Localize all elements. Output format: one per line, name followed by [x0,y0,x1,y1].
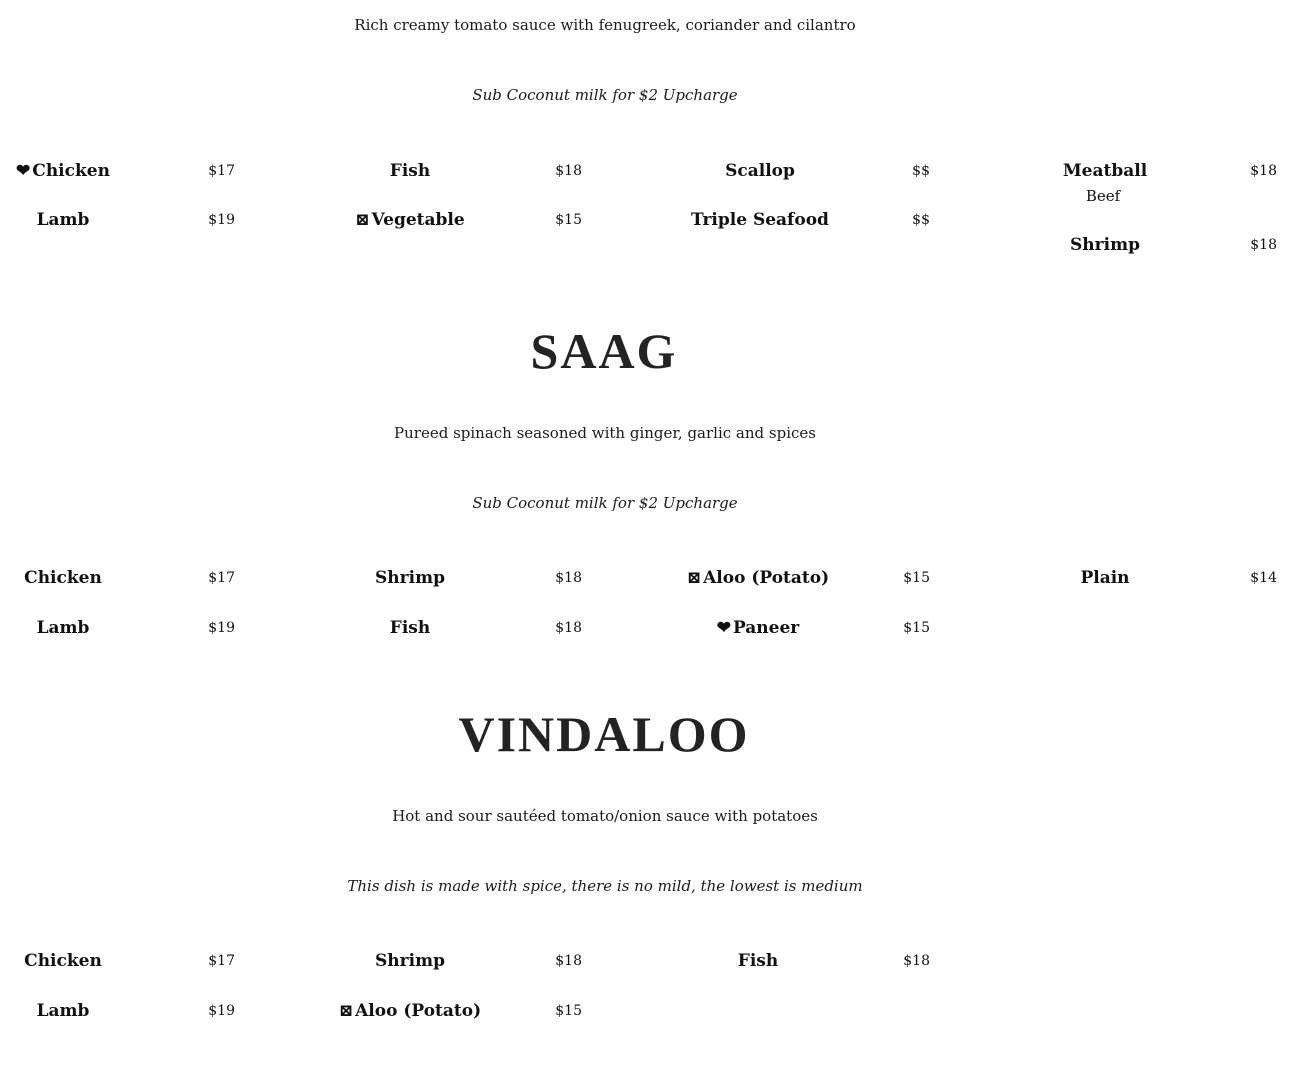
item-price: $18 [555,953,582,969]
item-price: $17 [208,570,235,586]
menu-item-vindaloo-lamb[interactable]: Lamb [36,1001,90,1021]
menu-item-vindaloo-fish[interactable]: Fish [737,951,779,971]
item-price: $19 [208,1003,235,1019]
item-price: $19 [208,212,235,228]
item-price: $15 [903,620,930,636]
menu-item-saag-fish[interactable]: Fish [389,618,431,638]
tikka-note: Sub Coconut milk for $2 Upcharge [472,86,738,104]
menu-item-tikka-triple-seafood[interactable]: Triple Seafood [691,210,829,230]
menu-item-saag-lamb[interactable]: Lamb [36,618,90,638]
item-price: $18 [555,620,582,636]
item-price: $15 [555,212,582,228]
item-price: $17 [208,953,235,969]
vegan-icon: ⊠ [355,210,370,230]
menu-item-vindaloo-chicken[interactable]: Chicken [24,951,102,971]
menu-item-tikka-shrimp[interactable]: Shrimp [1070,235,1140,255]
vegan-icon: ⊠ [338,1001,354,1021]
menu-item-tikka-vegetable[interactable]: ⊠ Vegetable [355,210,465,230]
saag-description: Pureed spinach seasoned with ginger, garlic and spices [394,424,816,442]
vegan-icon: ⊠ [686,568,702,588]
menu-item-tikka-fish[interactable]: Fish [389,161,431,181]
tikka-description: Rich creamy tomato sauce with fenugreek, coriander and cilantro [354,16,856,34]
item-price: $15 [555,1003,582,1019]
item-price: $18 [555,163,582,179]
item-price: $17 [208,163,235,179]
item-price: $$ [912,163,930,179]
item-price: $$ [912,212,930,228]
vindaloo-note: This dish is made with spice, there is no mild, the lowest is medium [347,877,863,895]
section-title-vindaloo: VINDALOO [458,706,750,762]
menu-item-saag-chicken[interactable]: Chicken [24,568,102,588]
item-price: $19 [208,620,235,636]
menu-item-tikka-lamb[interactable]: Lamb [36,210,90,230]
item-subtitle: Beef [1085,187,1121,205]
menu-item-vindaloo-shrimp[interactable]: Shrimp [375,951,445,971]
item-price: $18 [1250,163,1277,179]
item-price: $18 [1250,237,1277,253]
menu-item-tikka-chicken[interactable]: ❤ Chicken [16,161,110,181]
menu-item-saag-aloo[interactable]: ⊠ Aloo (Potato) [686,568,830,588]
heart-icon: ❤ [16,161,31,181]
item-price: $14 [1250,570,1277,586]
saag-note: Sub Coconut milk for $2 Upcharge [472,494,738,512]
menu-item-tikka-meatball[interactable]: Meatball [1062,161,1148,181]
item-price: $18 [555,570,582,586]
menu-item-vindaloo-aloo[interactable]: ⊠ Aloo (Potato) [338,1001,482,1021]
section-title-saag: SAAG [530,323,678,379]
item-price: $18 [903,953,930,969]
menu-item-saag-shrimp[interactable]: Shrimp [375,568,445,588]
menu-item-tikka-scallop[interactable]: Scallop [725,161,795,181]
item-price: $15 [903,570,930,586]
menu-item-saag-paneer[interactable]: ❤ Paneer [716,618,800,638]
menu-item-saag-plain[interactable]: Plain [1080,568,1130,588]
heart-icon: ❤ [716,618,731,638]
vindaloo-description: Hot and sour sautéed tomato/onion sauce with potatoes [392,807,818,825]
